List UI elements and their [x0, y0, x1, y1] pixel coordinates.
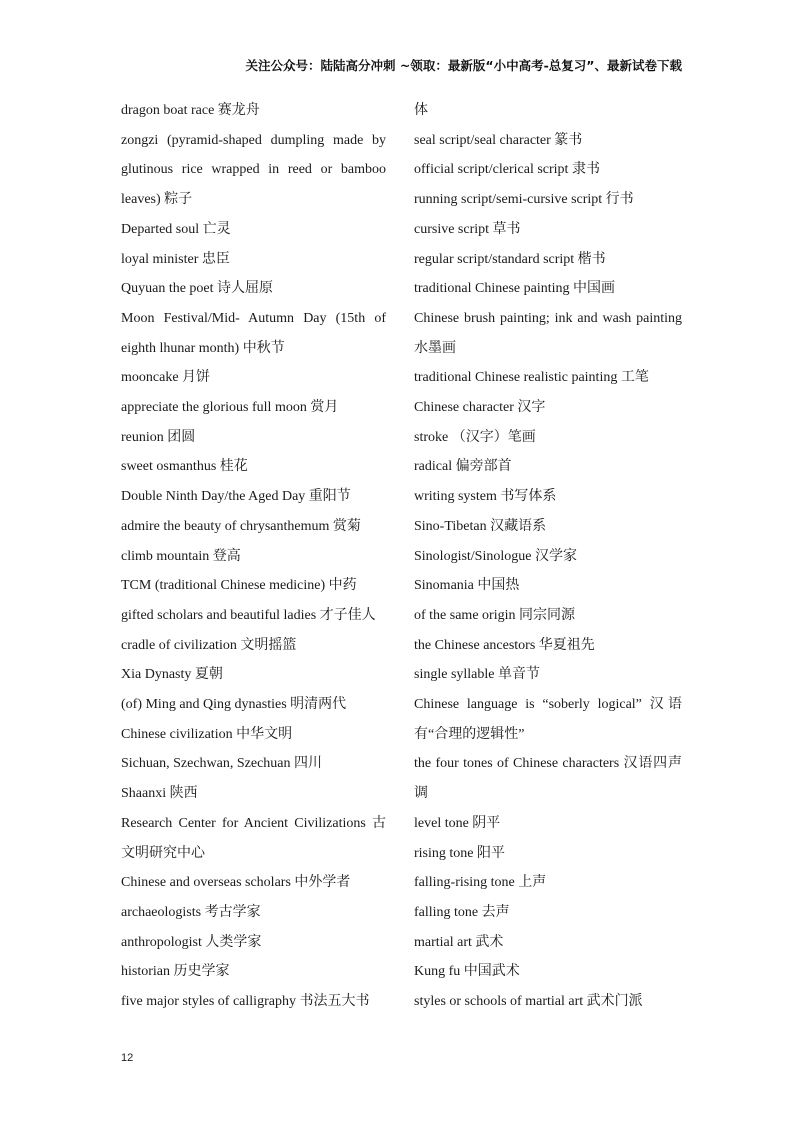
right-column — [414, 96, 682, 1017]
vocab-entry: admire the beauty of chrysanthemum 赏菊 — [121, 518, 361, 534]
vocab-entry: Moon Festival/Mid- Autumn Day (15th of eighth lhunar month) 中秋节 — [121, 310, 386, 356]
vocab-entry: loyal minister 忠臣 — [121, 251, 230, 267]
vocab-entry: Departed soul 亡灵 — [121, 221, 231, 237]
vocab-entry: mooncake 月饼 — [121, 370, 211, 386]
vocab-entry: anthropologist 人类学家 — [121, 934, 262, 950]
vocab-entry: Sinomania 中国热 — [414, 578, 520, 594]
vocab-entry: martial art 武术 — [414, 934, 504, 950]
vocab-entry: Shaanxi 陕西 — [121, 786, 198, 802]
vocab-entry: radical 偏旁部首 — [414, 459, 512, 475]
vocab-entry: Kung fu 中国武术 — [414, 964, 520, 980]
vocab-entry: styles or schools of martial art 武术门派 — [414, 994, 643, 1010]
vocab-entry: Chinese language is “soberly logical” 汉语有“合理的逻辑性” — [414, 697, 682, 742]
vocab-entry: cradle of civilization 文明摇篮 — [121, 637, 297, 653]
vocab-entry: the Chinese ancestors 华夏祖先 — [414, 637, 595, 653]
vocab-entry: climb mountain 登高 — [121, 548, 241, 564]
page-number: 12 — [121, 1052, 134, 1064]
vocab-entry: running script/semi-cursive script 行书 — [414, 192, 634, 208]
vocab-entry: historian 历史学家 — [121, 964, 230, 980]
vocab-entry: official script/clerical script 隶书 — [414, 162, 600, 178]
vocab-entry: dragon boat race 赛龙舟 — [121, 103, 260, 118]
vocab-entry: sweet osmanthus 桂花 — [121, 459, 248, 475]
vocab-entry: (of) Ming and Qing dynasties 明清两代 — [121, 697, 347, 713]
vocab-entry: falling-rising tone 上声 — [414, 875, 547, 891]
vocab-entry: Chinese civilization 中华文明 — [121, 726, 293, 742]
vocab-entry: writing system 书写体系 — [414, 489, 557, 505]
vocab-entry: 体 — [414, 103, 428, 118]
vocab-entry: Sinologist/Sinologue 汉学家 — [414, 548, 577, 564]
vocab-entry: Sino-Tibetan 汉藏语系 — [414, 518, 547, 534]
vocab-entry: cursive script 草书 — [414, 221, 521, 237]
vocab-entry: Double Ninth Day/the Aged Day 重阳节 — [121, 489, 351, 505]
page-header: 关注公众号：陆陆高分冲刺 ~领取：最新版“小中高考-总复习”、最新试卷下载 — [245, 58, 682, 73]
vocab-entry: appreciate the glorious full moon 赏月 — [121, 400, 339, 416]
vocab-entry: rising tone 阳平 — [414, 845, 505, 861]
vocab-entry: stroke （汉字）笔画 — [414, 429, 536, 445]
vocab-entry: Chinese brush painting; ink and wash painting 水墨画 — [414, 310, 682, 356]
vocab-entry: Research Center for Ancient Civilizations 古文明研究中心 — [121, 815, 386, 861]
vocab-entry: Chinese and overseas scholars 中外学者 — [121, 875, 351, 891]
vocab-entry: level tone 阴平 — [414, 815, 501, 831]
vocab-entry: seal script/seal character 篆书 — [414, 132, 583, 148]
vocab-entry: traditional Chinese realistic painting 工笔 — [414, 370, 649, 386]
left-column — [121, 96, 386, 1017]
vocab-entry: single syllable 单音节 — [414, 667, 540, 683]
vocab-entry: falling tone 去声 — [414, 904, 510, 920]
vocab-entry: regular script/standard script 楷书 — [414, 251, 606, 267]
vocab-entry: reunion 团圆 — [121, 429, 196, 445]
vocab-entry: TCM (traditional Chinese medicine) 中药 — [121, 578, 357, 594]
vocab-entry: of the same origin 同宗同源 — [414, 607, 575, 623]
vocab-entry: Xia Dynasty 夏朝 — [121, 667, 223, 683]
vocab-entry: five major styles of calligraphy 书法五大书 — [121, 994, 370, 1010]
vocab-entry: zongzi (pyramid-shaped dumpling made by glutinous rice wrapped in reed or bamboo leaves) 粽子 — [121, 132, 386, 208]
vocab-entry: the four tones of Chinese characters 汉语四声调 — [414, 756, 682, 802]
vocab-entry: archaeologists 考古学家 — [121, 904, 261, 920]
vocab-entry: Sichuan, Szechwan, Szechuan 四川 — [121, 756, 322, 772]
vocab-entry: Chinese character 汉字 — [414, 400, 546, 416]
vocab-entry: traditional Chinese painting 中国画 — [414, 281, 616, 297]
vocab-entry: Quyuan the poet 诗人屈原 — [121, 281, 274, 297]
vocab-entry: gifted scholars and beautiful ladies 才子佳人 — [121, 607, 376, 623]
